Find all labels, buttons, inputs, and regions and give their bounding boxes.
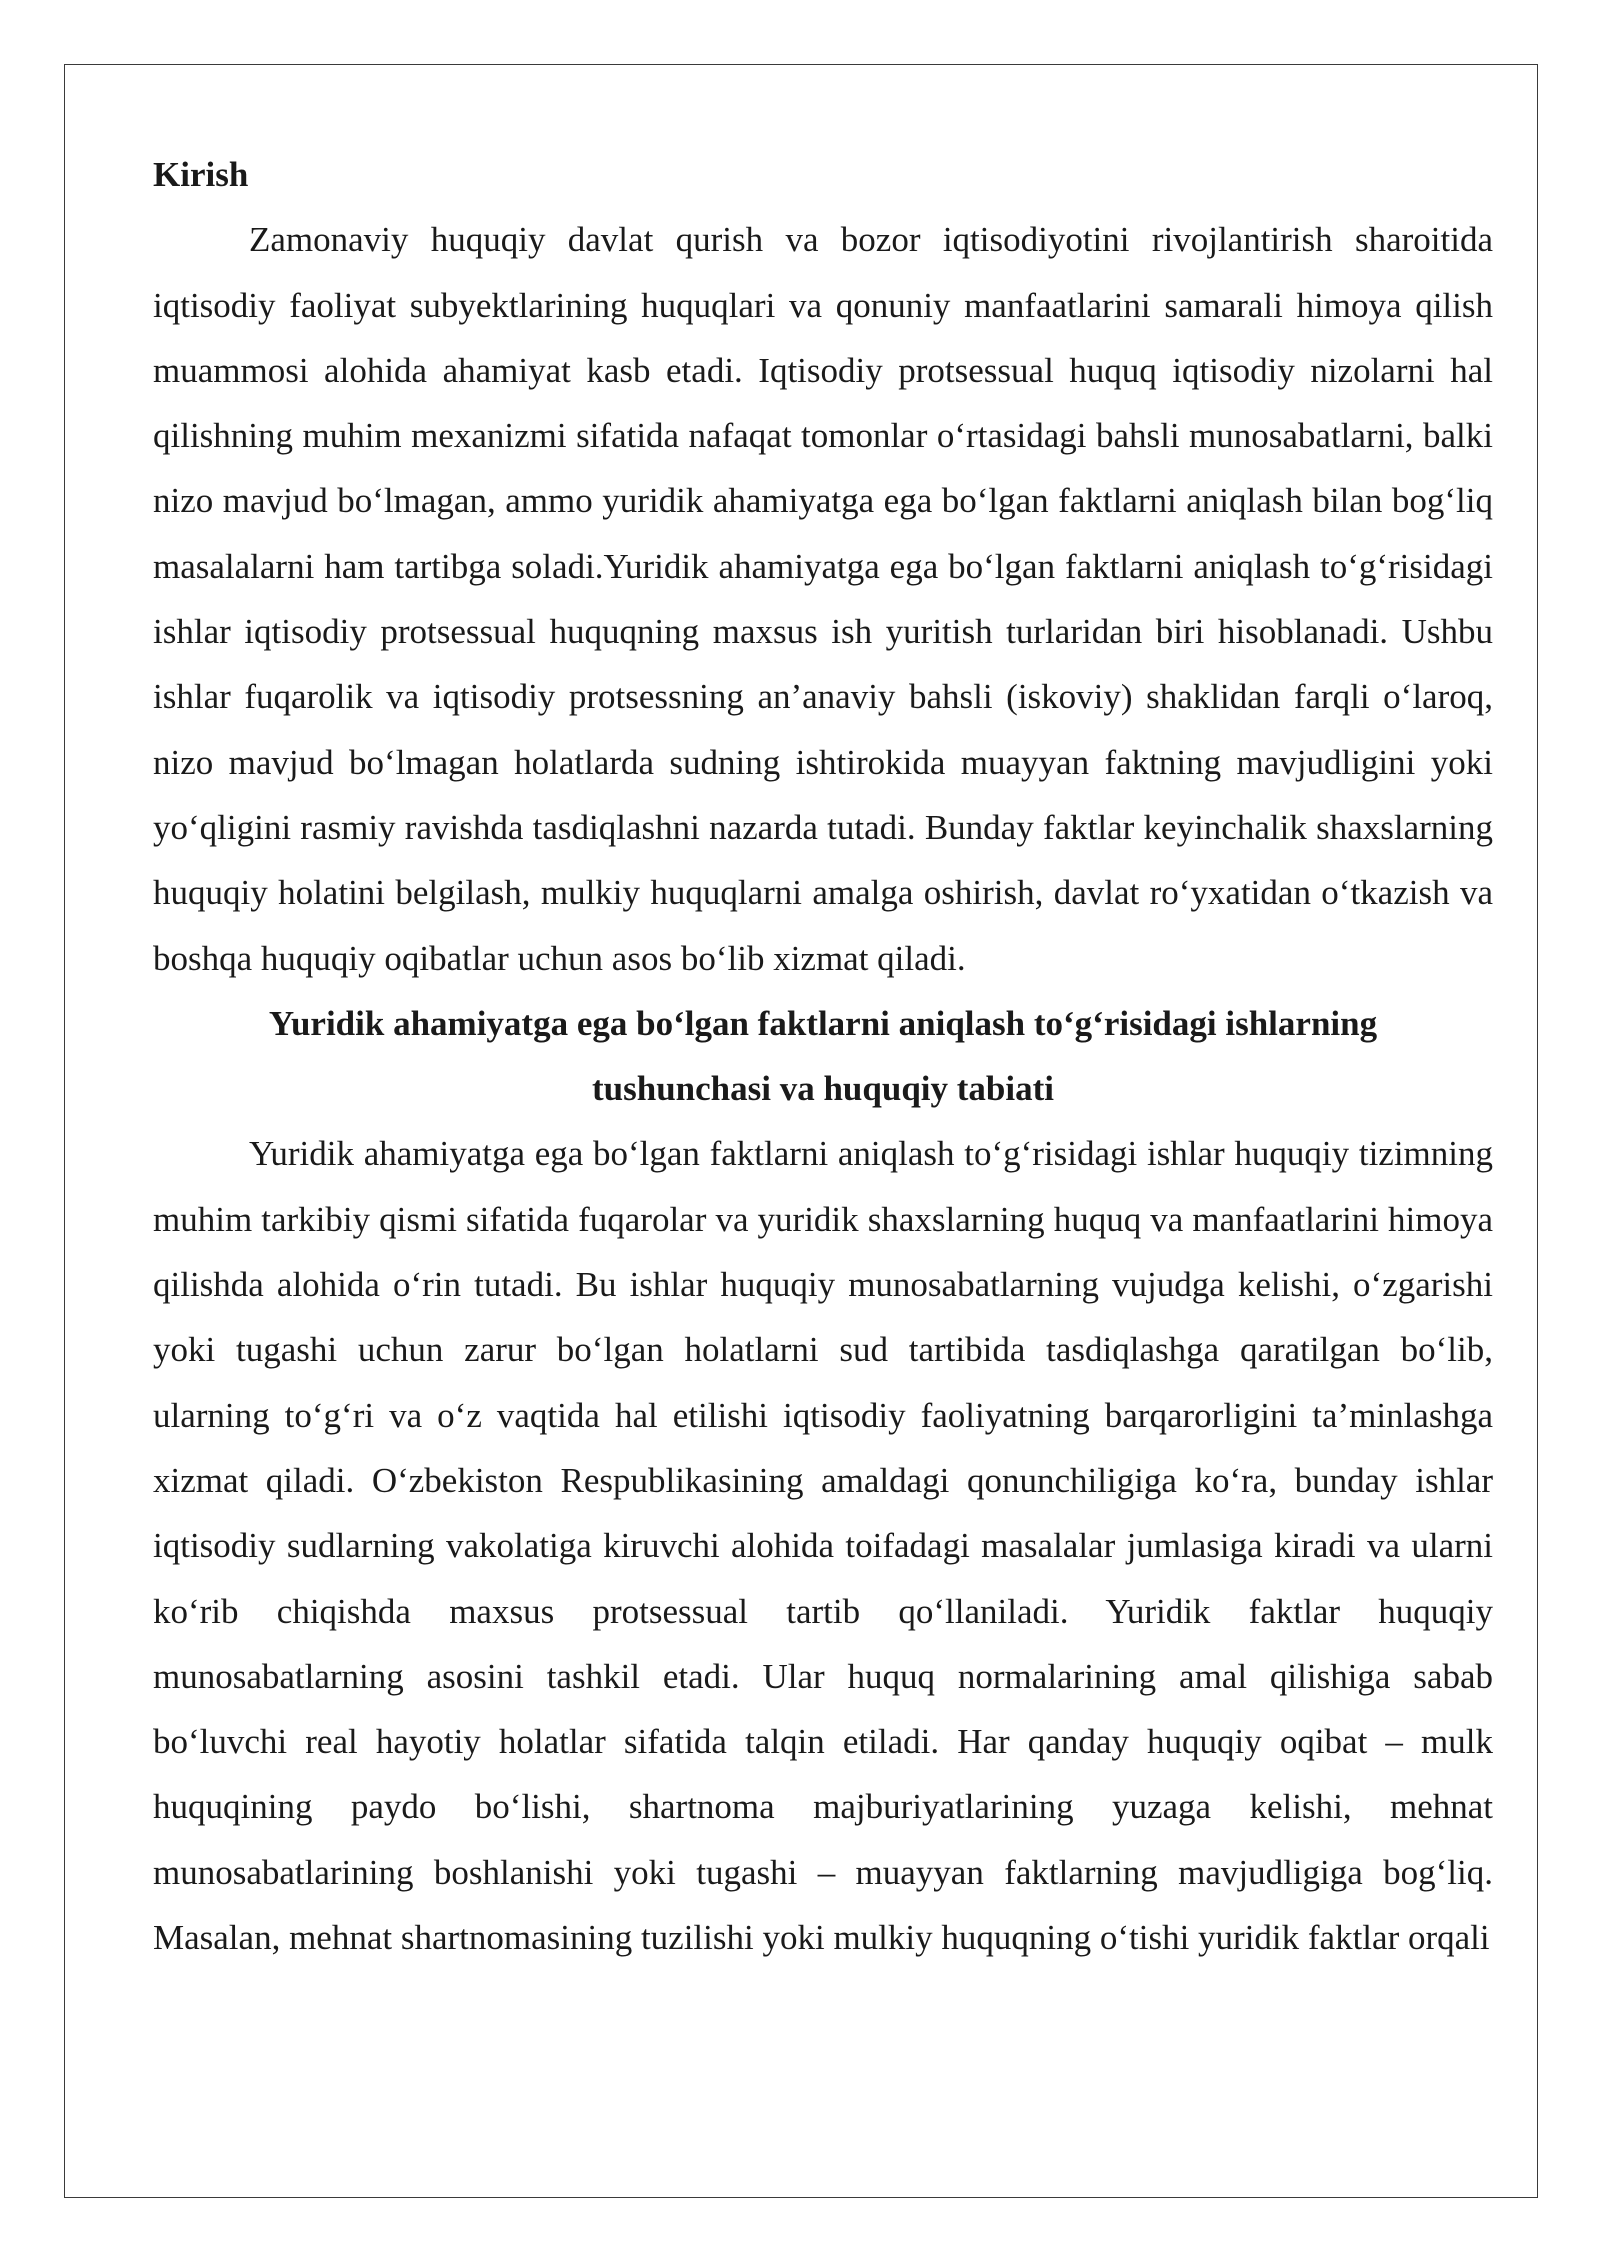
section-heading [153,991,1493,1122]
document-body [153,142,1493,1970]
section-heading-line-2: tushunchasi va huquqiy tabiati [591,1069,1054,1109]
intro-heading: Kirish [153,155,249,194]
section-heading-line-1: Yuridik ahamiyatga ega bo‘lgan faktlarni aniqlash to‘g‘risidagi ishlarning [268,1003,1378,1043]
intro-paragraph: Zamonaviy huquqiy davlat qurish va bozor iqtisodiyotini rivojlantirish sharoitida iqtisodiy faoliyat subyektlarining huquqlari va qonuniy manfaatlarini samarali himoya qilish muammosi alohida ahamiyat kasb etadi. Iqtisodiy protsessual huquq iqtisodiy nizolarni hal qilishning muhim mexanizmi sifatida nafaqat tomonlar o‘rtasidagi bahsli munosabatlarni, balki nizo mavjud bo‘lmagan, ammo yuridik ahamiyatga ega bo‘lgan faktlarni aniqlash bilan bog‘liq masalalarni ham tartibga soladi.Yuridik ahamiyatga ega bo‘lgan faktlarni aniqlash to‘g‘risidagi ishlar iqtisodiy protsessual huquqning maxsus ish yuritish turlaridan biri hisoblanadi. Ushbu ishlar fuqarolik va iqtisodiy protsessning an’anaviy bahsli (iskoviy) shaklidan farqli o‘laroq, nizo mavjud bo‘lmagan holatlarda sudning ishtirokida muayyan faktning mavjudligini yoki yo‘qligini rasmiy ravishda tasdiqlashni nazarda tutadi. Bunday faktlar keyinchalik shaxslarning huquqiy holatini belgilash, mulkiy huquqlarni amalga oshirish, davlat ro‘yxatidan o‘tkazish va boshqa huquqiy oqibatlar uchun asos bo‘lib xizmat qiladi. [153,220,1493,978]
section-paragraph: Yuridik ahamiyatga ega bo‘lgan faktlarni aniqlash to‘g‘risidagi ishlar huquqiy tizimning muhim tarkibiy qismi sifatida fuqarolar va yuridik shaxslarning huquq va manfaatlarini himoya qilishda alohida o‘rin tutadi. Bu ishlar huquqiy munosabatlarning vujudga kelishi, o‘zgarishi yoki tugashi uchun zarur bo‘lgan holatlarni sud tartibida tasdiqlashga qaratilgan bo‘lib, ularning to‘g‘ri va o‘z vaqtida hal etilishi iqtisodiy faoliyatning barqarorligini ta’minlashga xizmat qiladi. O‘zbekiston Respublikasining amaldagi qonunchiligiga ko‘ra, bunday ishlar iqtisodiy sudlarning vakolatiga kiruvchi alohida toifadagi masalalar jumlasiga kiradi va ularni ko‘rib chiqishda maxsus protsessual tartib qo‘llaniladi. Yuridik faktlar huquqiy munosabatlarning asosini tashkil etadi. Ular huquq normalarining amal qilishiga sabab bo‘luvchi real hayotiy holatlar sifatida talqin etiladi. Har qanday huquqiy oqibat – mulk huquqining paydo bo‘lishi, shartnoma majburiyatlarining yuzaga kelishi, mehnat munosabatlarining boshlanishi yoki tugashi – muayyan faktlarning mavjudligiga bog‘liq. Masalan, mehnat shartnomasining tuzilishi yoki mulkiy huquqning o‘tishi yuridik faktlar orqali [153,1134,1493,1958]
